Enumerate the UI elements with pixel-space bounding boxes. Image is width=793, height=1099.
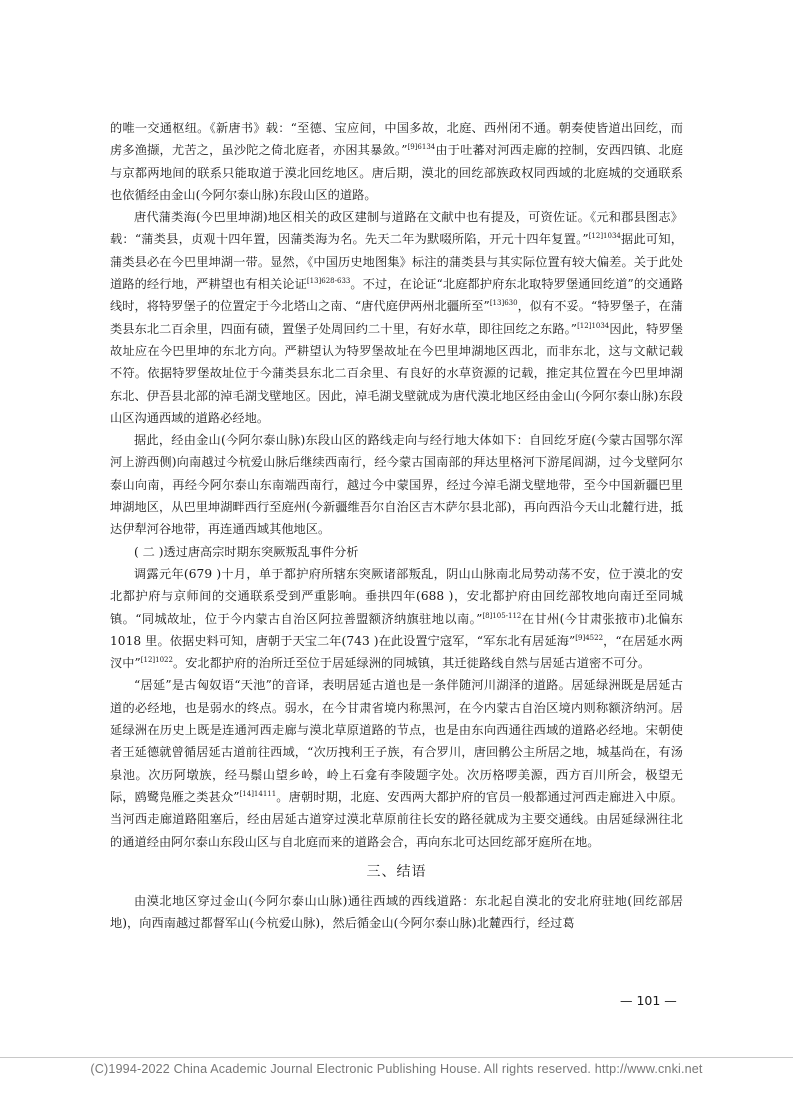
citation-ref: [9]6134 (407, 143, 436, 152)
paragraph-p4 (110, 563, 683, 674)
citation-ref: [8]105-112 (482, 611, 522, 620)
paragraph-p5 (110, 674, 683, 852)
paragraph-text: 。不过，在论证“北庭都护府东北取特罗堡通回纥道”的交通路线时，将特罗堡子的位置定于今北塔山之南、“唐代庭伊两州北疆所至” (110, 277, 683, 314)
paragraph-p3 (110, 429, 683, 540)
paragraph-text: ，似有不妥。“特罗堡子，在蒲类县东北二百余里，四面有碛，置堡子处周回约二十里，有好水草，即往回纥之东路。” (110, 299, 683, 336)
text-column (110, 117, 683, 934)
citation-ref: [14]14111 (239, 789, 277, 798)
copyright-footer: (C)1994-2022 China Academic Journal Electronic Publishing House. All rights reserved. http://www.cnki.net (90, 1062, 703, 1076)
citation-ref: [12]1034 (588, 232, 621, 241)
paragraph-text: “居延”是古匈奴语“天池”的音译，表明居延古道也是一条伴随河川湖泽的道路。居延绿洲既是居延古道的必经地，也是弱水的终点。弱水，在今甘肃省境内称黑河，在今内蒙古自治区境内则称额济纳河。居延绿洲在历史上既是连通河西走廊与漠北草原道路的节点，也是由东向西通往西域的道路必经地。宋朝使者王延德就曾循居延古道前往西域，“次历拽利王子族，有合罗川，唐回鹘公主所居之地，城基尚在，有汤泉池。次历阿墩族，经马鬃山望乡岭，岭上石龛有李陵题字处。次历格啰美源，西方百川所会，极望无际，鸥鹭凫雁之类甚众” (110, 678, 683, 804)
paragraph-text: 据此可知，蒲类县必在今巴里坤湖一带。显然，《中国历史地图集》标注的蒲类县与其实际位置有较大偏差。关于此处道路的经行地，严耕望也有相关论证 (110, 232, 683, 292)
paragraph-p2 (110, 206, 683, 429)
paragraph-text: 据此，经由金山(今阿尔泰山脉)东段山区的路线走向与经行地大体如下：自回纥牙庭(今蒙古国鄂尔浑河上游西侧)向南越过今杭爱山脉后继续西南行，经今蒙古国南部的拜达里格河下游尾闾湖，过今戈壁阿尔泰山向南，再经今阿尔泰山东南端西南行，越过今中蒙国界，经过今淖毛湖戈壁地带，至今中国新疆巴里坤湖地区，从巴里坤湖畔西行至庭州(今新疆维吾尔自治区吉木萨尔县北部)，再向西沿今天山北麓行进，抵达伊犁河谷地带，再连通西域其他地区。 (110, 433, 683, 537)
paragraph-text: 调露元年(679 )十月，单于都护府所辖东突厥诸部叛乱，阴山山脉南北局势动荡不安，位于漠北的安北都护府与京师间的交通联系受到严重影响。垂拱四年(688 )，安北都护府由回纥部牧地向南迁至同城镇。“同城故址，位于今内蒙古自治区阿拉善盟额济纳旗驻地以南。” (110, 566, 683, 626)
paragraph-text: 。唐朝时期，北庭、安西两大都护府的官员一般都通过河西走廊进入中原。当河西走廊道路阻塞后，经由居延古道穿过漠北草原前往长安的路径就成为主要交通线。由居延绿洲往北的通道经由阿尔泰山东段山区与自北庭而来的道路会合，再向东北可达回纥部牙庭所在地。 (110, 789, 684, 849)
page-number: — 101 — (620, 993, 677, 1008)
body-section-rebellion-analysis (110, 563, 683, 853)
paragraph-text: 因此，特罗堡故址应在今巴里坤的东北方向。严耕望认为特罗堡故址在今巴里坤湖地区西北，而非东北，这与文献记载不符。依据特罗堡故址位于今蒲类县东北二百余里、有良好的水草资源的记载，推定其位置在今巴里坤湖东北、伊吾县北部的淖毛湖戈壁地区。因此，淖毛湖戈壁就成为唐代漠北地区经由金山(今阿尔泰山脉)东段山区沟通西域的道路必经地。 (110, 321, 683, 425)
section-title: 三、结语 (366, 863, 427, 880)
paragraph-p1 (110, 117, 683, 206)
subheading: ( 二 )透过唐高宗时期东突厥叛乱事件分析 (134, 544, 359, 559)
paragraph-text: ，“在居延水两汊中” (110, 633, 683, 671)
paragraph-text: 由于吐蕃对河西走廊的控制，安西四镇、北庭与京都两地间的联系只能取道于漠北回纥地区。唐后期，漠北的回纥部族政权同西域的北庭城的交通联系也依循经由金山(今阿尔泰山脉)东段山区的道路。 (110, 143, 683, 202)
citation-ref: [12]1022 (140, 656, 173, 665)
body-section-conclusion (110, 890, 683, 935)
citation-ref: [9]4522 (575, 633, 604, 642)
footer-divider (0, 1057, 793, 1058)
paragraph-text: 。安北都护府的治所迁至位于居延绿洲的同城镇，其迁徙路线自然与居延古道密不可分。 (172, 656, 651, 671)
paragraph-text: 在甘州(今甘肃张掖市)北偏东 1018 里。依据史料可知，唐朝于天宝二年(743 )在此设置宁寇军，“军东北有居延海” (110, 611, 683, 648)
citation-ref: [12]1034 (577, 321, 610, 330)
paragraph-text: 的唯一交通枢纽。《新唐书》载：“至德、宝应间，中国多故，北庭、西州闭不通。朝奏使皆道出回纥，而虏多渔撷，尤苦之，虽沙陀之倚北庭者，亦困其暴敛。” (110, 121, 683, 158)
paragraph-text: 由漠北地区穿过金山(今阿尔泰山山脉)通往西域的西线道路：东北起自漠北的安北府驻地(回纥部居地)，向西南越过都督军山(今杭爱山脉)，然后循金山(今阿尔泰山脉)北麓西行，经过葛 (110, 893, 683, 931)
paragraph-text: 唐代蒲类海(今巴里坤湖)地区相关的政区建制与道路在文献中也有提及，可资佐证。《元和郡县图志》载：“蒲类县，贞观十四年置，因蒲类海为名。先天二年为默啜所陷，开元十四年复置。” (110, 210, 683, 247)
body-section-route-analysis (110, 117, 683, 541)
paragraph-p6 (110, 890, 683, 935)
citation-ref: [13]630 (489, 299, 518, 308)
citation-ref: [13]628-633 (306, 277, 351, 286)
